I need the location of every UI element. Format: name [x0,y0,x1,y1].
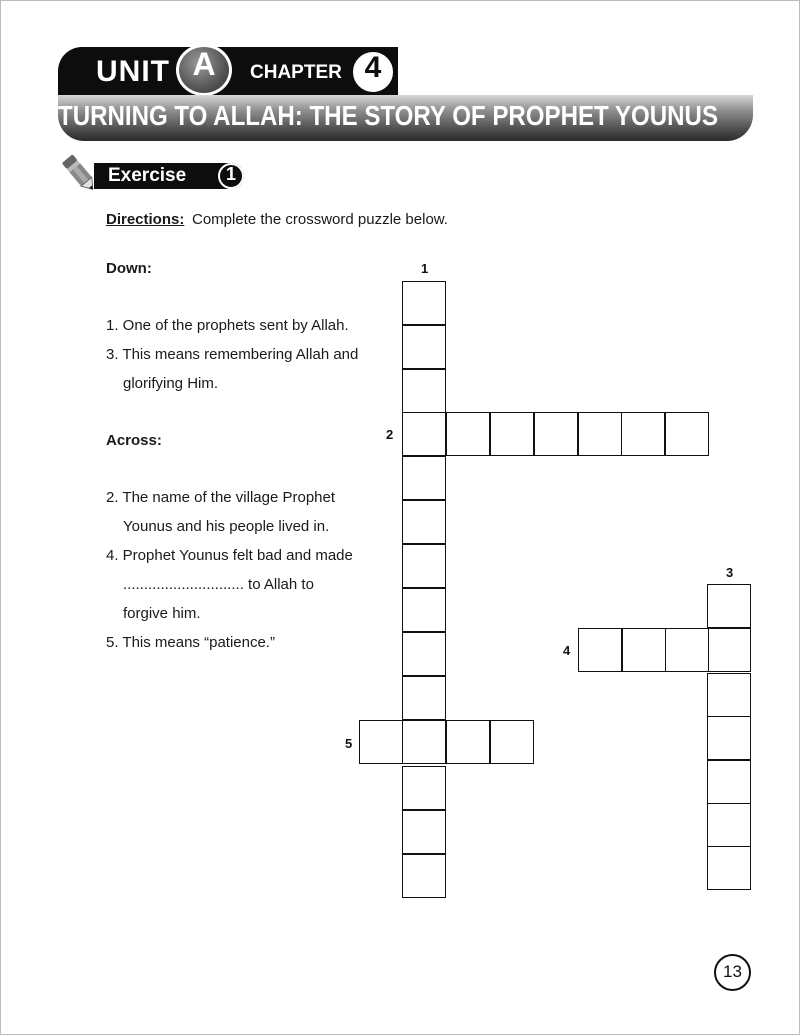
crossword-cell-5-across-3[interactable] [446,720,490,764]
crossword-cell-1-down-13[interactable] [402,810,446,854]
page-number: 13 [723,962,742,981]
crossword-number-2: 2 [386,427,394,442]
crossword-cell-1-down-1[interactable] [402,281,446,325]
crossword-cell-3-down-7[interactable] [707,846,751,890]
crossword-cell-1-down-14[interactable] [402,854,446,898]
crossword-cell-1-down-3[interactable] [402,369,446,413]
across-clue-5: 5. This means “patience.” [106,634,275,651]
crossword-number-1: 1 [421,261,429,276]
crossword-cell-1-down-12[interactable] [402,766,446,810]
crossword-cell-4-across-2[interactable] [622,628,666,672]
across-clue-4-cont2: forgive him. [123,605,201,622]
crossword-cell-1-down-7[interactable] [402,544,446,588]
crossword-cell-4-across-3[interactable] [665,628,709,672]
crossword-number-3: 3 [726,565,734,580]
across-clue-4: 4. Prophet Younus felt bad and made [106,547,353,564]
crossword-cell-1-down-5[interactable] [402,456,446,500]
crossword-cell-2-across-6[interactable] [621,412,665,456]
crossword-cell-3-down-2[interactable] [707,628,751,672]
crossword-cell-2-across-4[interactable] [534,412,578,456]
directions-text: Complete the crossword puzzle below. [192,211,448,228]
down-clue-3: 3. This means remembering Allah and [106,346,359,363]
chapter-label: CHAPTER [250,62,342,83]
across-heading: Across: [106,432,162,449]
crossword-cell-3-down-6[interactable] [707,803,751,847]
crossword-cell-3-down-5[interactable] [707,760,751,804]
crossword-number-4: 4 [563,643,571,658]
unit-letter: A [192,46,216,82]
chapter-number: 4 [364,51,382,84]
crossword-cell-1-down-9[interactable] [402,632,446,676]
down-heading: Down: [106,260,152,277]
crossword-cell-3-down-4[interactable] [707,716,751,760]
across-clue-4-cont: ............................. to Allah to [123,576,314,593]
crossword-cell-2-across-7[interactable] [665,412,709,456]
page-title: TURNING TO ALLAH: THE STORY OF PROPHET YOUNUS [58,100,719,131]
crossword-cell-1-down-2[interactable] [402,325,446,369]
crossword-number-5: 5 [345,736,353,751]
directions-label: Directions: [106,211,185,228]
down-clue-3-cont: glorifying Him. [123,375,219,392]
unit-label: UNIT [96,55,170,88]
crossword-cell-3-down-3[interactable] [707,673,751,717]
across-clue-2: 2. The name of the village Prophet [106,489,336,506]
crossword-cell-1-down-11[interactable] [402,720,446,764]
down-clue-1: 1. One of the prophets sent by Allah. [106,317,349,334]
crossword-cell-4-across-1[interactable] [578,628,622,672]
crossword-cell-1-down-10[interactable] [402,676,446,720]
crossword-cell-5-across-4[interactable] [490,720,534,764]
exercise-number: 1 [225,164,236,184]
crossword-cell-1-down-4[interactable] [402,412,446,456]
crossword-cell-1-down-8[interactable] [402,588,446,632]
crossword-cell-2-across-5[interactable] [578,412,622,456]
across-clue-2-cont: Younus and his people lived in. [123,518,330,535]
crossword-cell-1-down-6[interactable] [402,500,446,544]
crossword-cell-3-down-1[interactable] [707,584,751,628]
exercise-label: Exercise [108,165,187,186]
crossword-cell-2-across-3[interactable] [490,412,534,456]
crossword-cell-5-across-1[interactable] [359,720,403,764]
crossword-cell-2-across-2[interactable] [446,412,490,456]
